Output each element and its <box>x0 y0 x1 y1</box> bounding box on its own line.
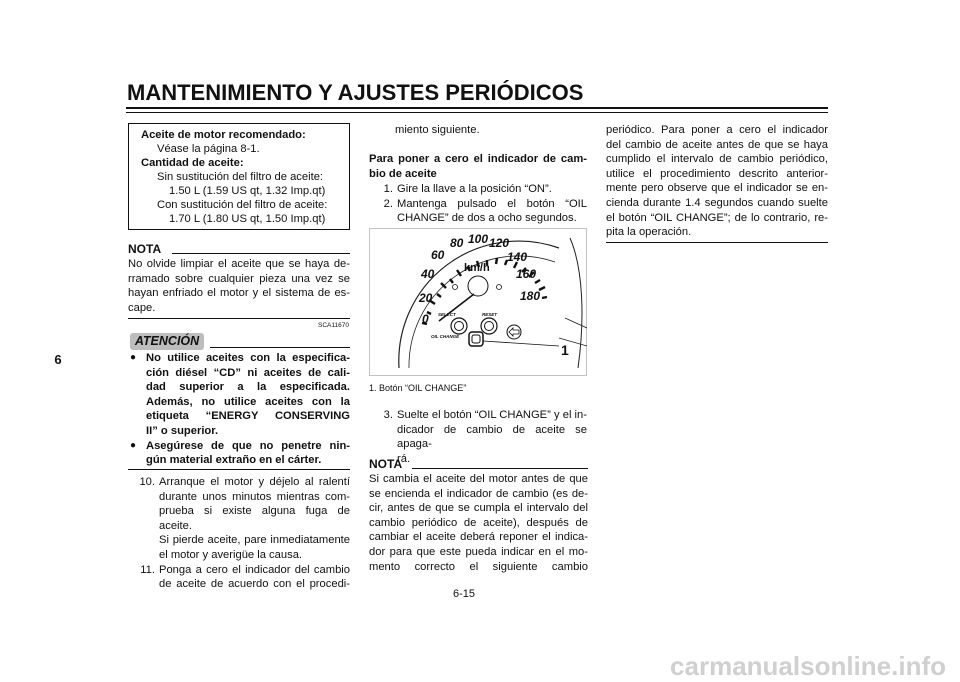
step-line: Mantenga pulsado el botón “OIL <box>397 197 587 210</box>
step-line: Ponga a cero el indicador del cambio <box>159 563 350 576</box>
step-line: de aceite de acuerdo con el procedi- <box>159 578 350 591</box>
unit-label: km/h <box>464 262 490 274</box>
spec-heading-oil: Aceite de motor recomendado: <box>141 129 306 141</box>
step-line: Si pierde aceite, pare inmediatamente <box>159 534 350 547</box>
bullet-icon: ● <box>130 352 137 363</box>
select-label: SELECT <box>438 312 456 317</box>
tick <box>450 279 453 283</box>
indicator-dot <box>453 285 458 290</box>
note-line: rramado sobre cualquier pieza una vez se <box>128 272 350 285</box>
step-line: prueba si existe alguna fuga de aceite. <box>159 505 350 532</box>
oil-spec-box <box>128 123 350 230</box>
step-number: 10. <box>139 476 155 488</box>
caution-line: dad superior a la especificada. <box>146 381 350 394</box>
speed-label: 80 <box>450 236 464 250</box>
caution-line: II” o superior. <box>146 424 219 437</box>
page-title: MANTENIMIENTO Y AJUSTES PERIÓDICOS <box>127 80 584 105</box>
page-number: 6-15 <box>453 588 476 600</box>
tick <box>542 297 547 298</box>
select-button <box>451 318 467 334</box>
note-rule <box>412 468 588 469</box>
housing-edge <box>570 238 582 368</box>
reset-label: RESET <box>482 312 498 317</box>
step-11 <box>128 563 350 592</box>
step-number: 3. <box>383 409 393 421</box>
speed-label: 140 <box>507 250 528 264</box>
speed-label: 160 <box>516 267 537 281</box>
note-line: No olvide limpiar el aceite que se haya de- <box>128 258 350 270</box>
step-line: el motor y averigüe la causa. <box>159 548 303 561</box>
tick <box>437 294 441 297</box>
oil-change-label: OIL CHANGE <box>431 334 460 339</box>
housing-line <box>565 318 587 328</box>
step-line: Arranque el motor y déjelo al ralentí <box>159 476 350 488</box>
callout-number: 1 <box>561 342 569 358</box>
note-line: cambiar el aceite deberá reponer el indica- <box>369 531 588 544</box>
caution-list <box>128 351 350 468</box>
body-line: periódico. Para poner a cero el indicador <box>606 124 828 136</box>
figure-frame <box>370 229 587 376</box>
caution-badge: ATENCIÓN <box>130 333 204 350</box>
caution-line: Asegúrese de que no penetre nin- <box>146 439 350 452</box>
speed-label: 0 <box>422 312 429 326</box>
watermark: carmanualsonline.info <box>670 651 946 681</box>
note-end-rule <box>606 242 828 243</box>
caution-line: etiqueta “ENERGY CONSERVING <box>146 410 350 423</box>
body-line: pita la operación. <box>606 226 692 239</box>
body-line: cienda durante 1.4 segundos cuando suelte <box>606 196 828 209</box>
step-2 <box>369 197 587 226</box>
body-line: el botón “OIL CHANGE”; de lo contrario, re- <box>606 211 828 224</box>
procedure-heading <box>369 152 587 181</box>
speed-label: 180 <box>520 289 541 303</box>
needle-hub <box>468 276 488 296</box>
note-line: hayan enfriado el motor y el sistema de es- <box>128 287 350 300</box>
caution-end-rule <box>128 469 350 470</box>
note-line: mento correcto el siguiente cambio <box>369 560 588 573</box>
note-text <box>128 257 350 315</box>
tick <box>496 258 497 264</box>
step-line: Suelte el botón “OIL CHANGE” y el in- <box>397 409 587 421</box>
note-label: NOTA <box>128 242 162 256</box>
caution-line: Además, no utilice aceites con la <box>146 395 350 408</box>
right-column-text <box>606 123 828 240</box>
spec-without-filter-value: 1.50 L (1.59 US qt, 1.32 Imp.qt) <box>169 185 326 197</box>
speed-label: 120 <box>489 236 510 250</box>
spec-with-filter-value: 1.70 L (1.80 US qt, 1.50 Imp.qt) <box>169 213 326 225</box>
step-number: 2. <box>383 197 393 210</box>
spec-oil-ref: Véase la página 8-1. <box>157 143 260 155</box>
steps-left <box>128 475 350 592</box>
note-line: dor para que este pueda indicar en el mo- <box>369 545 588 558</box>
heading-line: Para poner a cero el indicador de cam- <box>369 153 587 165</box>
body-line: utilice el procedimiento descrito anterior- <box>606 167 828 180</box>
step-number: 1. <box>383 183 393 195</box>
caution-rule <box>210 347 350 348</box>
title-rule-thin <box>126 112 828 113</box>
speedometer-figure <box>369 228 587 376</box>
note-line: Si cambia el aceite del motor antes de que <box>369 473 588 485</box>
note-end-rule <box>128 318 350 319</box>
note-line: cir, antes de que se cumpla el intervalo del <box>369 502 588 515</box>
step-line: rá. <box>397 452 411 465</box>
step-line: dicador de cambio de aceite se apaga- <box>397 423 587 451</box>
speed-label: 60 <box>431 248 445 262</box>
figure-caption: 1. Botón “OIL CHANGE” <box>369 383 467 393</box>
step-number: 11. <box>140 563 155 576</box>
note-label: NOTA <box>369 457 403 471</box>
reset-button <box>481 318 497 334</box>
steps-middle <box>369 182 587 226</box>
body-line: mente pero observe que el indicador se en- <box>606 182 828 195</box>
speed-label: 100 <box>468 232 489 246</box>
caution-line: ción diésel “CD” ni aceites de cali- <box>146 366 350 379</box>
note-line: se encienda el indicador de cambio (es de- <box>369 487 588 500</box>
step-line: Gire la llave a la posición “ON”. <box>397 183 552 195</box>
spec-without-filter: Sin sustitución del filtro de aceite: <box>157 171 324 183</box>
continuation-text: miento siguiente. <box>395 124 480 136</box>
step-10 <box>128 475 350 563</box>
caution-line: No utilice aceites con la especifica- <box>146 352 350 364</box>
heading-line: bio de aceite <box>369 167 437 180</box>
note-text <box>369 472 588 574</box>
caution-item <box>128 439 350 468</box>
speed-label: 40 <box>421 267 435 281</box>
spec-heading-quantity: Cantidad de aceite: <box>141 157 244 169</box>
note-line: cambio periódico de aceite), después de <box>369 516 588 529</box>
caution-item <box>128 351 350 439</box>
note-rule <box>172 253 350 254</box>
caution-line: gún material extraño en el cárter. <box>146 454 322 467</box>
spec-with-filter: Con sustitución del filtro de aceite: <box>157 199 328 211</box>
step-1 <box>369 182 587 197</box>
body-line: cumplido el intervalo de cambio periódico, <box>606 153 828 166</box>
speed-label: 20 <box>419 291 433 305</box>
callout-line <box>483 341 559 346</box>
note-line: cape. <box>128 301 156 314</box>
chapter-tab: 6 <box>54 352 62 367</box>
body-line: del cambio de aceite antes de que se haya <box>606 138 828 151</box>
bullet-icon: ● <box>130 439 137 451</box>
caution-code: SCA11670 <box>318 322 349 329</box>
title-rule <box>126 107 828 109</box>
step-line: CHANGE” de dos a ocho segundos. <box>397 212 577 225</box>
oil-change-button <box>469 332 483 346</box>
indicator-dot <box>497 285 502 290</box>
step-line: durante unos minutos mientras com- <box>159 490 350 503</box>
